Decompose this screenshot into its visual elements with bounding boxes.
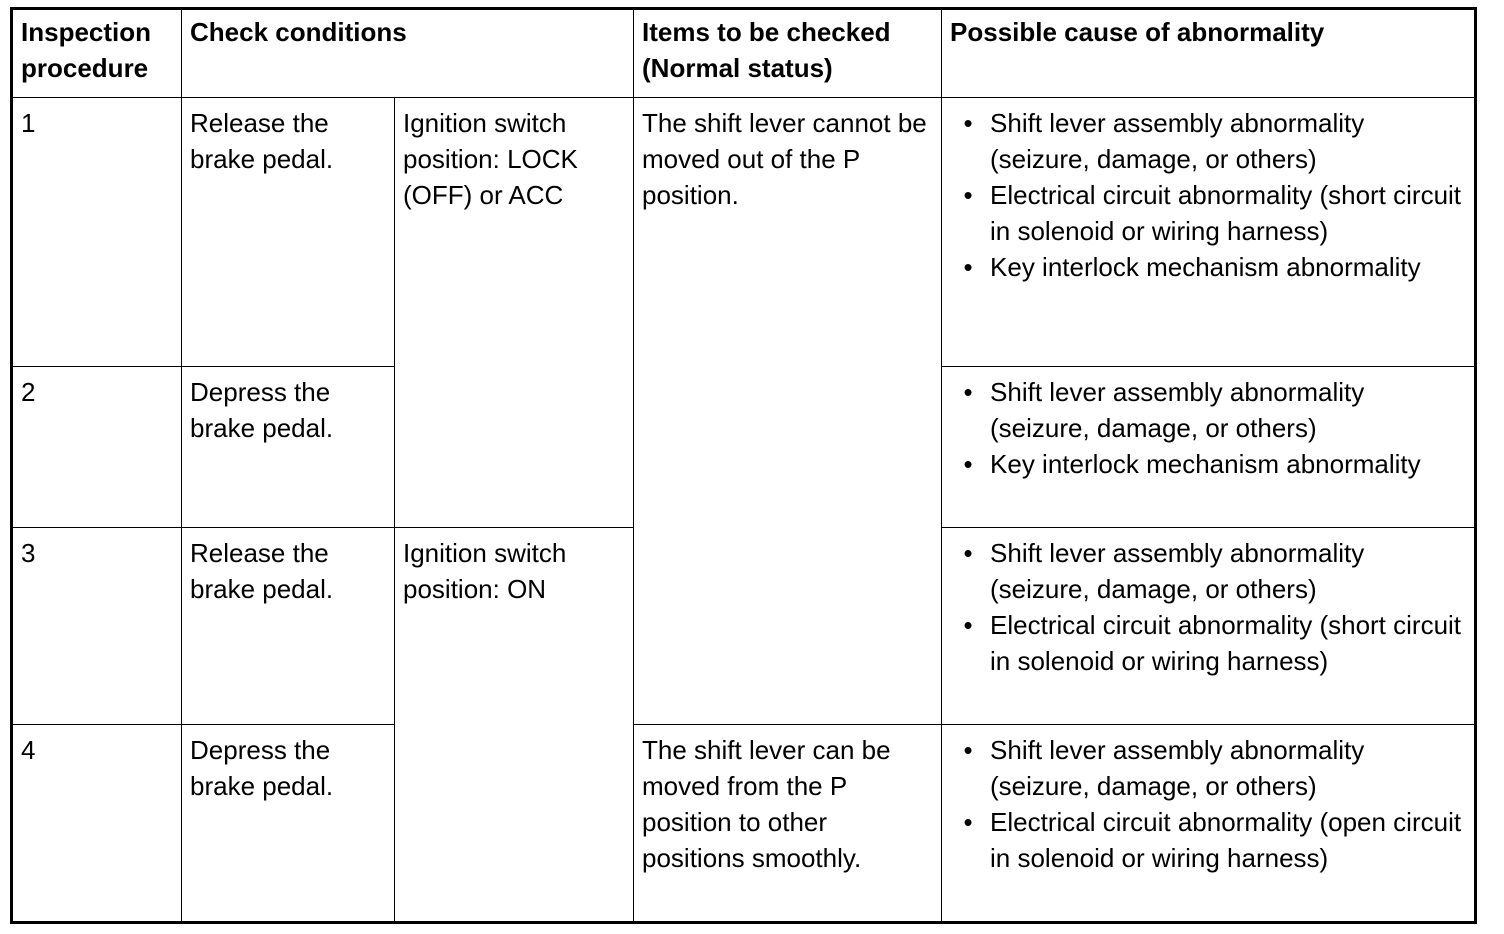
list-item <box>950 732 1466 804</box>
status-can-move: The shift lever can be moved from the P position to other positions smoothly. <box>634 725 942 923</box>
procedure-number: 4 <box>12 725 182 923</box>
pedal-condition: Release the brake pedal. <box>182 528 395 725</box>
cause-list <box>950 105 1466 285</box>
procedure-number: 2 <box>12 367 182 528</box>
bullet-icon: • <box>963 252 973 282</box>
procedure-number: 3 <box>12 528 182 725</box>
table-row <box>12 98 1476 367</box>
bullet-icon: • <box>963 108 973 138</box>
header-procedure: Inspection procedure <box>12 9 182 98</box>
list-item <box>950 249 1466 285</box>
header-possible-cause: Possible cause of abnormality <box>942 9 1476 98</box>
cause-text: Key interlock mechanism abnormality <box>990 252 1421 282</box>
cause-cell <box>942 528 1476 725</box>
bullet-icon: • <box>963 449 973 479</box>
list-item <box>950 105 1466 177</box>
header-items-checked: Items to be checked (Normal status) <box>634 9 942 98</box>
list-item <box>950 177 1466 249</box>
cause-text: Shift lever assembly abnormality (seizure, damage, or others) <box>990 735 1365 801</box>
bullet-icon: • <box>963 377 973 407</box>
cause-text: Key interlock mechanism abnormality <box>990 449 1421 479</box>
cause-list <box>950 374 1466 482</box>
bullet-icon: • <box>963 180 973 210</box>
cause-list <box>950 732 1466 876</box>
cause-text: Electrical circuit abnormality (short circuit in solenoid or wiring harness) <box>990 610 1462 676</box>
cause-text: Shift lever assembly abnormality (seizure, damage, or others) <box>990 538 1365 604</box>
list-item <box>950 535 1466 607</box>
procedure-number: 1 <box>12 98 182 367</box>
bullet-icon: • <box>963 807 973 837</box>
ignition-lock-acc: Ignition switch position: LOCK (OFF) or ACC <box>395 98 634 528</box>
pedal-condition: Depress the brake pedal. <box>182 725 395 923</box>
list-item <box>950 446 1466 482</box>
cause-list <box>950 535 1466 679</box>
pedal-condition: Release the brake pedal. <box>182 98 395 367</box>
bullet-icon: • <box>963 735 973 765</box>
header-check-conditions: Check conditions <box>182 9 634 98</box>
cause-text: Shift lever assembly abnormality (seizure, damage, or others) <box>990 377 1365 443</box>
cause-cell <box>942 725 1476 923</box>
ignition-on: Ignition switch position: ON <box>395 528 634 923</box>
pedal-condition: Depress the brake pedal. <box>182 367 395 528</box>
status-cannot-move: The shift lever cannot be moved out of the P position. <box>634 98 942 725</box>
table-row <box>12 725 1476 923</box>
cause-text: Shift lever assembly abnormality (seizure, damage, or others) <box>990 108 1365 174</box>
header-row <box>12 9 1476 98</box>
list-item <box>950 804 1466 876</box>
bullet-icon: • <box>963 610 973 640</box>
cause-text: Electrical circuit abnormality (open circuit in solenoid or wiring harness) <box>990 807 1462 873</box>
list-item <box>950 607 1466 679</box>
cause-cell <box>942 367 1476 528</box>
inspection-table <box>10 7 1477 924</box>
list-item <box>950 374 1466 446</box>
bullet-icon: • <box>963 538 973 568</box>
cause-cell <box>942 98 1476 367</box>
cause-text: Electrical circuit abnormality (short circuit in solenoid or wiring harness) <box>990 180 1462 246</box>
